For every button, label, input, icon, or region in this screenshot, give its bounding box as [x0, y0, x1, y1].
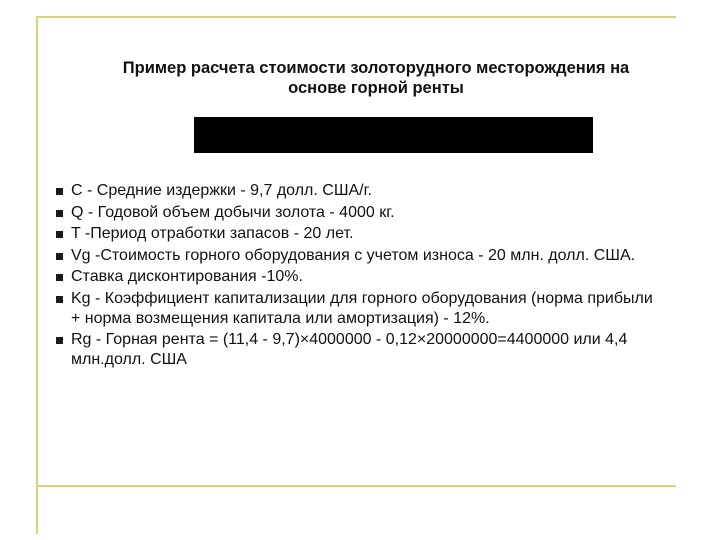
title-line-1: Пример расчета стоимости золоторудного месторождения на: [122, 59, 630, 77]
slide-title: [36, 58, 716, 98]
bullet-text: Vg -Стоимость горного оборудования с учетом износа - 20 млн. долл. США.: [71, 246, 636, 264]
bullet-item-average-cost: [56, 181, 656, 201]
bullet-text: Ставка дисконтирования -10%.: [71, 268, 303, 286]
bullet-text: Q - Годовой объем добычи золота - 4000 кг.: [71, 203, 395, 221]
square-bullet-icon: [56, 296, 63, 303]
square-bullet-icon: [56, 253, 63, 260]
bullet-item-period: [56, 224, 656, 244]
bullet-item-discount-rate: [56, 267, 656, 287]
bottom-rule: [36, 485, 676, 487]
square-bullet-icon: [56, 274, 63, 281]
square-bullet-icon: [56, 231, 63, 238]
title-line-2: основе горной ренты: [288, 79, 464, 97]
top-rule: [36, 16, 676, 18]
square-bullet-icon: [56, 337, 63, 344]
square-bullet-icon: [56, 188, 63, 195]
redacted-formula-bar: [194, 117, 593, 153]
bullet-item-mining-rent: [56, 330, 656, 369]
bullet-item-capitalization: [56, 289, 656, 328]
bullet-list: [56, 181, 656, 371]
bullet-text: T -Период отработки запасов - 20 лет.: [71, 225, 354, 243]
bullet-item-annual-output: [56, 203, 656, 223]
bullet-text: Rg - Горная рента = (11,4 - 9,7)×4000000 - 0,12×20000000=4400000 или 4,4 млн.долл. США: [71, 331, 628, 368]
bullet-text: Kg - Коэффициент капитализации для горного оборудования (норма прибыли + норма возмещения капитала или амортизация) - 12%.: [71, 289, 653, 327]
bullet-item-equipment-cost: [56, 246, 656, 266]
bullet-text: C - Средние издержки - 9,7 долл. США/г.: [71, 182, 372, 199]
square-bullet-icon: [56, 210, 63, 217]
